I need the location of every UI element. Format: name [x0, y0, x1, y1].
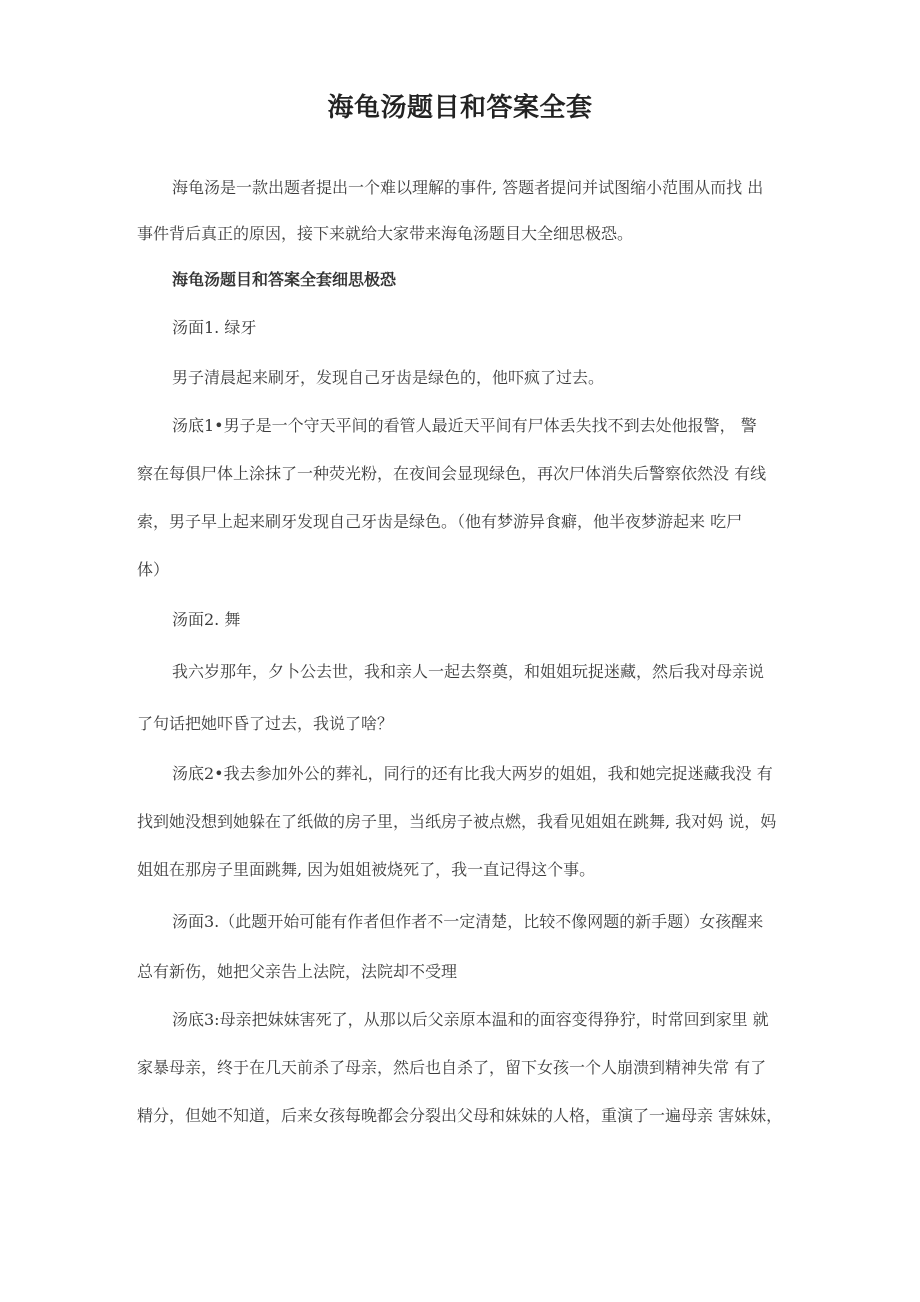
- section-subheading: 海龟汤题目和答案全套细思极恐: [172, 270, 397, 289]
- puzzle-1-answer-line-1: 汤底1•男子是一个守天平间的看管人最近天平间有尸体丢失找不到去处他报警， 警: [172, 416, 757, 435]
- puzzle-3-answer-line-2: 家暴母亲，终于在几天前杀了母亲，然后也自杀了，留下女孩一个人崩溃到精神失常 有了: [137, 1058, 767, 1077]
- puzzle-3-question-line-2: 总有新伤，她把父亲告上法院，法院却不受理: [137, 962, 458, 981]
- page-title: 海龟汤题目和答案全套: [327, 93, 593, 123]
- puzzle-3-question-line-1: 汤面3.（此题开始可能有作者但作者不一定清楚，比较不像网题的新手题）女孩醒来: [172, 912, 764, 931]
- intro-line-1: 海龟汤是一款出题者提出一个难以理解的事件, 答题者提问并试图缩小范围从而找 出: [172, 178, 764, 197]
- puzzle-1-answer-line-2: 察在每俱尸体上涂抹了一种荧光粉，在夜间会显现绿色，再次尸体消失后警察依然没 有线: [137, 464, 767, 483]
- puzzle-2-question-line-2: 了句话把她吓昏了过去，我说了啥？: [137, 714, 394, 733]
- puzzle-2-answer-line-2: 找到她没想到她躲在了纸做的房子里，当纸房子被点燃，我看见姐姐在跳舞, 我对妈 说，妈: [137, 812, 777, 831]
- puzzle-1-question-title: 汤面1. 绿牙: [172, 318, 257, 337]
- puzzle-1-answer-line-4: 体）: [137, 560, 170, 579]
- puzzle-1-answer-line-3: 索，男子早上起来刷牙发现自己牙齿是绿色。（他有梦游异食癖，他半夜梦游起来 吃尸: [137, 512, 743, 531]
- puzzle-3-answer-line-1: 汤底3:母亲把妹妹害死了，从那以后父亲原本温和的面容变得狰狞，时常回到家里 就: [172, 1010, 769, 1029]
- puzzle-3-answer-line-3: 精分，但她不知道，后来女孩每晚都会分裂出父母和妹妹的人格，重演了一遍母亲 害妹妹，: [137, 1106, 783, 1125]
- puzzle-2-question-title: 汤面2. 舞: [172, 610, 241, 629]
- puzzle-1-question-text: 男子清晨起来刷牙，发现自己牙齿是绿色的，他吓疯了过去。: [172, 368, 605, 387]
- puzzle-2-answer-line-3: 姐姐在那房子里面跳舞, 因为姐姐被烧死了，我一直记得这个事。: [137, 860, 596, 879]
- intro-line-2: 事件背后真正的原因，接下来就给大家带来海龟汤题目大全细思极恐。: [137, 224, 634, 243]
- puzzle-2-answer-line-1: 汤底2•我去参加外公的葬礼，同行的还有比我大两岁的姐姐，我和她完捉迷藏我没 有: [172, 764, 773, 783]
- puzzle-2-question-line-1: 我六岁那年，夕卜公去世，我和亲人一起去祭奠，和姐姐玩捉迷藏，然后我对母亲说: [172, 662, 765, 681]
